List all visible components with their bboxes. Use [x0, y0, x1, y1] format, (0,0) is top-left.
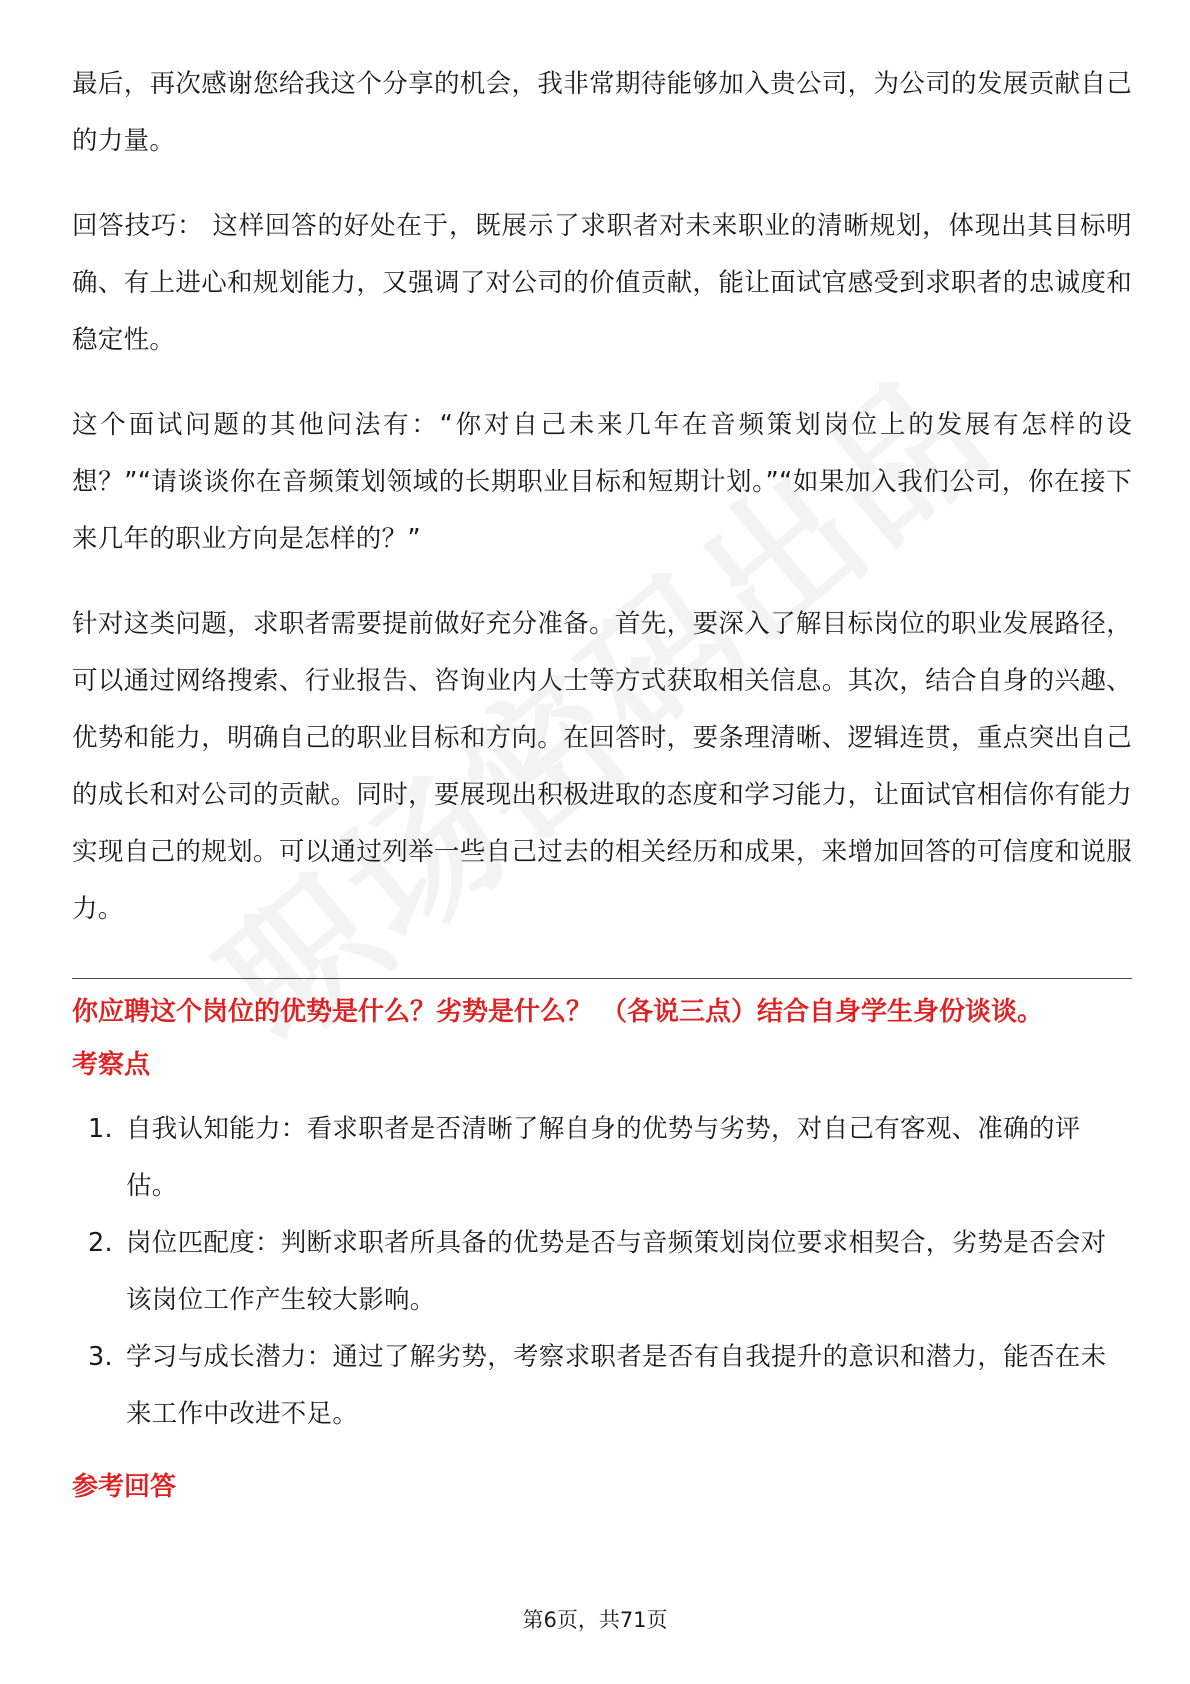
list-item [72, 1215, 1132, 1329]
section-divider [72, 978, 1132, 979]
page-footer: 第6页，共71页 [522, 1608, 668, 1632]
list-item [72, 1101, 1132, 1215]
page-content [72, 56, 1132, 1523]
paragraph-closing: 最后，再次感谢您给我这个分享的机会，我非常期待能够加入贵公司，为公司的发展贡献自己的力量。 [72, 69, 1132, 156]
list-item-number: 2. [88, 1228, 113, 1258]
list-item-number: 3. [88, 1342, 113, 1372]
list-item-text: 岗位匹配度：判断求职者所具备的优势是否与音频策划岗位要求相契合，劣势是否会对该岗位工作产生较大影响。 [126, 1228, 1107, 1315]
list-item-number: 1. [88, 1114, 113, 1144]
question-title: 你应聘这个岗位的优势是什么？劣势是什么？ （各说三点）结合自身学生身份谈谈。 [72, 997, 1044, 1027]
list-item-text: 学习与成长潜力：通过了解劣势，考察求职者是否有自我提升的意识和潜力，能否在未来工作中改进不足。 [126, 1342, 1107, 1429]
exam-points-heading: 考察点 [72, 1050, 151, 1080]
list-item-text: 自我认知能力：看求职者是否清晰了解自身的优势与劣势，对自己有客观、准确的评估。 [126, 1114, 1081, 1201]
paragraph-answer-tips: 回答技巧： 这样回答的好处在于，既展示了求职者对未来职业的清晰规划，体现出其目标明确、有上进心和规划能力，又强调了对公司的价值贡献，能让面试官感受到求职者的忠诚度和稳定性。 [72, 211, 1132, 355]
reference-answer-heading: 参考回答 [72, 1472, 177, 1502]
paragraph-preparation-advice: 针对这类问题，求职者需要提前做好充分准备。首先，要深入了解目标岗位的职业发展路径，可以通过网络搜索、行业报告、咨询业内人士等方式获取相关信息。其次，结合自身的兴趣、优势和能力，明确自己的职业目标和方向。在回答时，要条理清晰、逻辑连贯，重点突出自己的成长和对公司的贡献。同时，要展现出积极进取的态度和学习能力，让面试官相信你有能力实现自己的规划。可以通过列举一些自己过去的相关经历和成果，来增加回答的可信度和说服力。 [72, 609, 1132, 924]
paragraph-alternate-questions: 这个面试问题的其他问法有：“你对自己未来几年在音频策划岗位上的发展有怎样的设想？”“请谈谈你在音频策划领域的长期职业目标和短期计划。”“如果加入我们公司，你在接下来几年的职业方向是怎样的？” [72, 410, 1132, 554]
list-item [72, 1329, 1132, 1443]
exam-points-list [72, 1101, 1132, 1443]
